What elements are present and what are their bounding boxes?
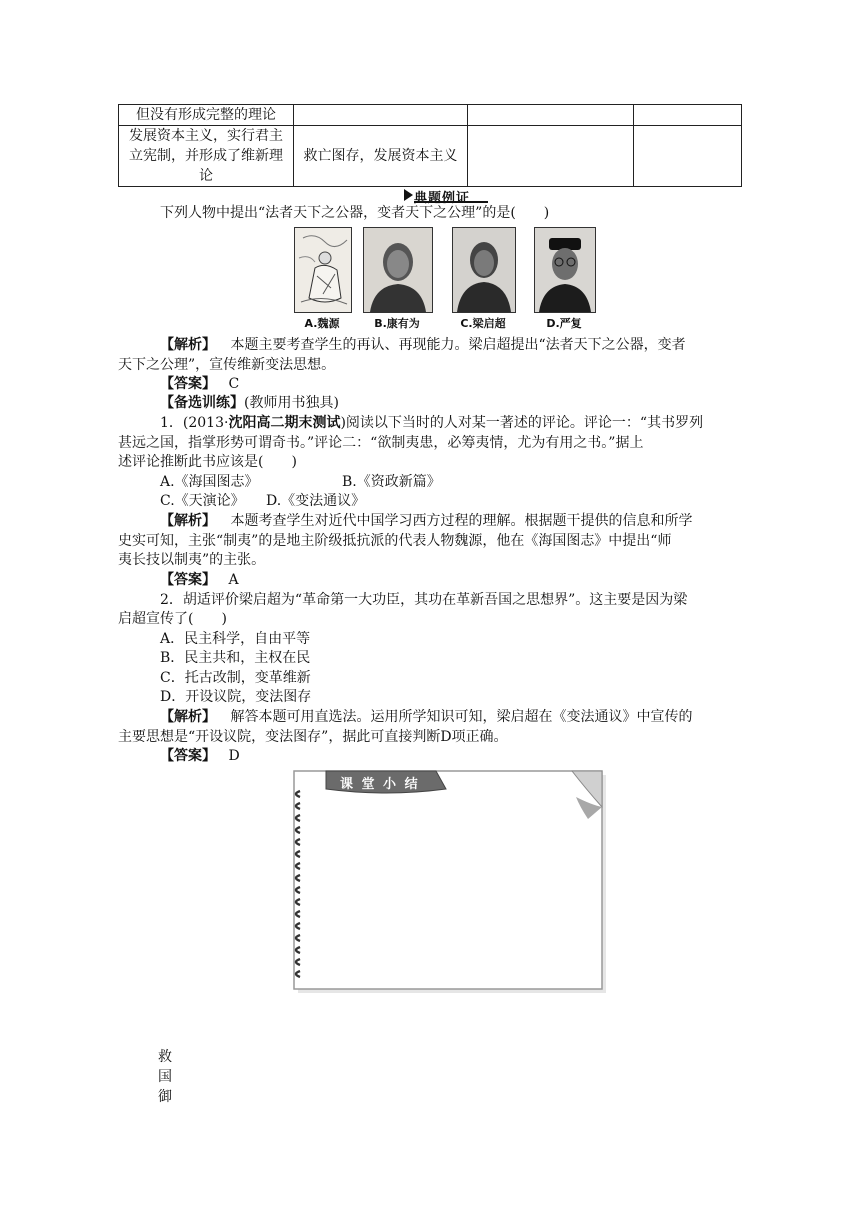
answer-line [160, 570, 239, 590]
analysis-tag: 【解析】 [160, 337, 216, 353]
option-a: A.《海国图志》 [160, 474, 259, 490]
analysis-line [160, 707, 692, 727]
table-cell [468, 105, 634, 126]
summary-notebook [286, 767, 610, 995]
vertical-char: 御 [158, 1089, 172, 1105]
analysis-text: 解答本题可用直选法。运用所学知识可知，梁启超在《变法通议》中宣传的 [230, 709, 693, 725]
answer-tag: 【答案】 [160, 572, 216, 588]
answer-tag: 【答案】 [160, 748, 216, 764]
table-row [119, 105, 742, 126]
analysis-text: 主要思想是“开设议院，变法图存”，据此可直接判断D项正确。 [118, 729, 508, 745]
practice-tag: 【备选训练】 [160, 395, 244, 411]
portrait-caption: B.康有为 [374, 317, 420, 330]
analysis-text: 本题主要考查学生的再认、再现能力。梁启超提出“法者天下之公器，变者 [230, 337, 686, 353]
option-c: C.《天演论》 [160, 493, 245, 509]
notebook-graphic [286, 767, 610, 995]
answer-value: D [228, 748, 240, 764]
analysis-text: 夷长技以制夷”的主张。 [118, 552, 266, 568]
practice-line [160, 393, 339, 413]
table-cell [468, 126, 634, 187]
comparison-table [118, 104, 742, 187]
analysis-text: 史实可知，主张“制夷”的是地主阶级抵抗派的代表人物魏源，他在《海国图志》中提出“师 [118, 533, 672, 549]
table-cell: 救亡图存，发展资本主义 [294, 126, 468, 187]
table-cell [634, 126, 742, 187]
answer-line [160, 374, 239, 394]
table-cell [294, 105, 468, 126]
photo-portrait-icon [534, 227, 596, 313]
question-text: )阅读以下当时的人对某一著述的评论。评论一：“其书罗列 [340, 415, 704, 431]
analysis-line [160, 511, 692, 531]
option-b: B.《资政新篇》 [342, 474, 441, 490]
photo-portrait-icon [452, 227, 516, 313]
question-prefix: 1．(2013· [160, 415, 229, 431]
vertical-char: 救 [158, 1049, 172, 1065]
table-cell [634, 105, 742, 126]
question-text: 甚远之国，指掌形势可谓奇书。”评论二：“欲制夷患，必筹夷情，尤为有用之书。”据上 [118, 435, 644, 451]
analysis-tag: 【解析】 [160, 513, 216, 529]
analysis-line [160, 335, 686, 355]
play-triangle-icon [404, 189, 413, 201]
question-text: 述评论推断此书应该是( ) [118, 454, 297, 470]
summary-title: 课 堂 小 结 [340, 777, 420, 792]
table-cell: 但没有形成完整的理论 [119, 105, 294, 126]
portrait-caption: D.严复 [546, 317, 582, 330]
analysis-text: 天下之公理”，宣传维新变法思想。 [118, 357, 336, 373]
analysis-tag: 【解析】 [160, 709, 216, 725]
painting-portrait-icon [294, 227, 352, 313]
answer-value: A [228, 572, 239, 588]
analysis-text: 本题考查学生对近代中国学习西方过程的理解。根据题干提供的信息和所学 [230, 513, 693, 529]
section-banner [404, 187, 488, 206]
answer-line [160, 746, 240, 766]
question-line [160, 413, 703, 433]
option-a: A．民主科学，自由平等 [160, 631, 311, 647]
section-banner-title: 典题例证 [414, 191, 471, 206]
option-d: D.《变法通议》 [266, 493, 366, 509]
table-cell: 发展资本主义，实行君主立宪制，并形成了维新理论 [119, 126, 294, 187]
option-c: C．托古改制，变革维新 [160, 670, 311, 686]
answer-tag: 【答案】 [160, 376, 216, 392]
portrait-caption: C.梁启超 [460, 317, 506, 330]
question-text: 启超宣传了( ) [118, 611, 227, 627]
vertical-char: 国 [158, 1069, 172, 1085]
photo-portrait-icon [363, 227, 433, 313]
option-d: D．开设议院，变法图存 [160, 689, 312, 705]
question-text: 2．胡适评价梁启超为“革命第一大功臣，其功在革新吾国之思想界”。这主要是因为梁 [160, 592, 688, 608]
option-b: B．民主共和，主权在民 [160, 650, 311, 666]
answer-value: C [228, 376, 240, 392]
portrait-caption: A.魏源 [304, 317, 340, 330]
question-source: 沈阳高二期末测试 [228, 415, 341, 431]
practice-note: (教师用书独具) [244, 395, 339, 411]
question-main: 下列人物中提出“法者天下之公器，变者天下之公理”的是( ) [160, 205, 550, 221]
table-row [119, 126, 742, 187]
